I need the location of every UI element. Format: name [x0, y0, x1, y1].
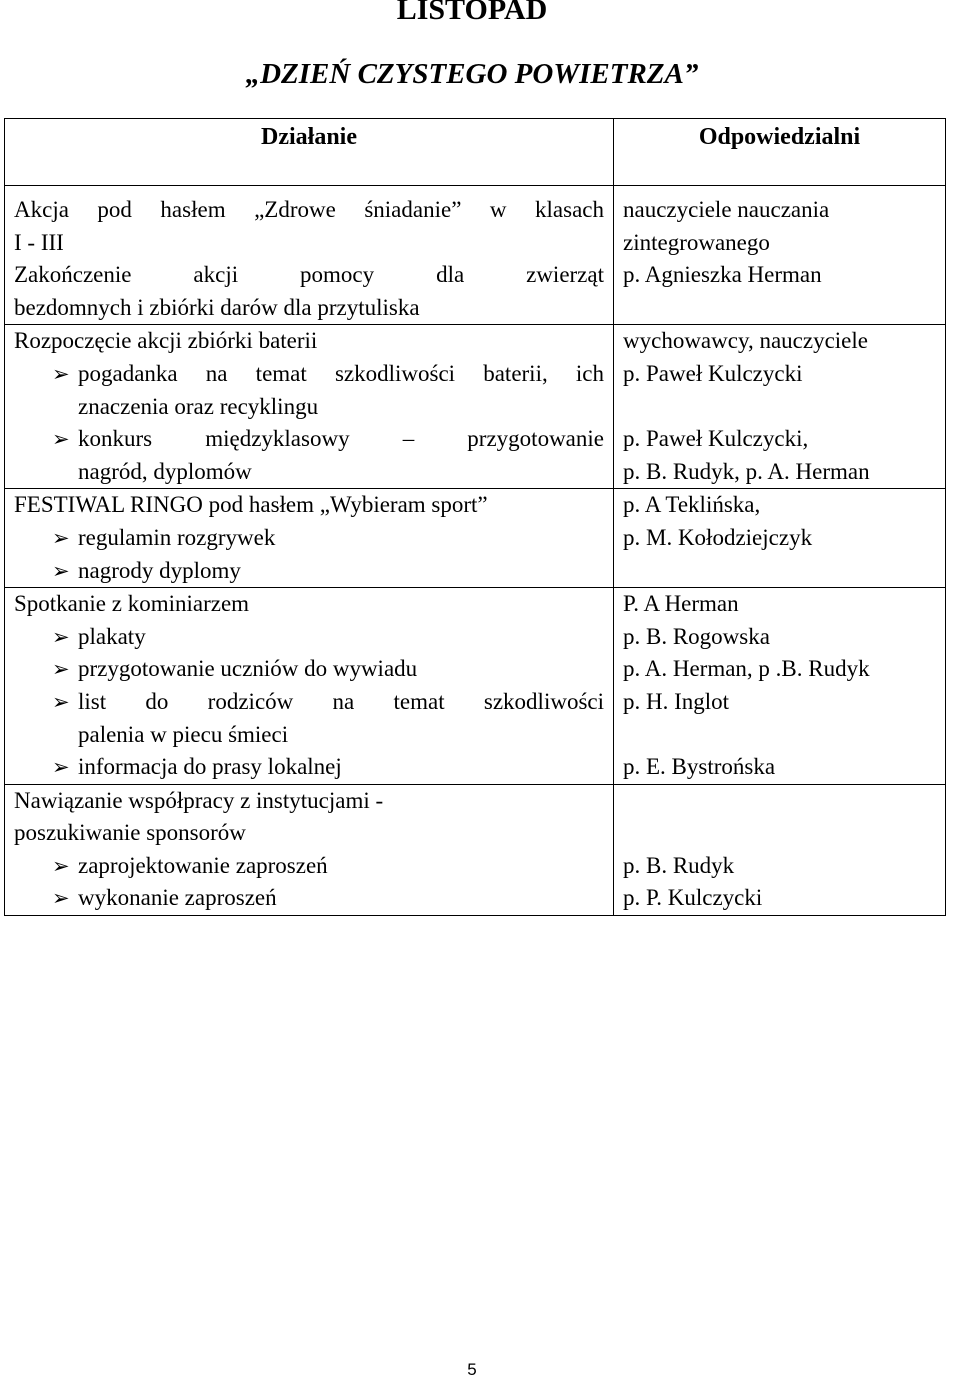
- responsible-line: p. A. Herman, p .B. Rudyk: [623, 656, 870, 682]
- responsible-line: wychowawcy, nauczyciele: [623, 328, 868, 354]
- action-title: FESTIWAL RINGO pod hasłem „Wybieram sport”: [14, 492, 488, 518]
- bullet-item: ➢ nagrody dyplomy: [14, 555, 604, 588]
- bullet-item-continuation: nagród, dyplomów: [78, 458, 252, 484]
- bullet-item: ➢ regulamin rozgrywek: [14, 522, 604, 555]
- action-title: Spotkanie z kominiarzem: [14, 591, 250, 617]
- responsible-line: p. H. Inglot: [623, 688, 730, 714]
- bullet-item-continuation: palenia w piecu śmieci: [78, 721, 289, 747]
- bullet-item: ➢ list do rodziców na temat szkodliwości: [14, 686, 604, 719]
- responsible-line: nauczyciele nauczania: [623, 197, 830, 222]
- responsible-line: p. B. Rogowska: [623, 623, 770, 649]
- responsible-cell: [614, 489, 946, 588]
- responsible-line: p. A Teklińska,: [623, 492, 761, 518]
- action-cell: [5, 325, 614, 489]
- action-cell: [5, 784, 614, 915]
- table-row: [5, 784, 946, 915]
- page-number: 5: [467, 1360, 477, 1379]
- action-title: Rozpoczęcie akcji zbiórki baterii: [14, 328, 318, 354]
- responsible-cell: [614, 325, 946, 489]
- responsible-line: zintegrowanego: [623, 229, 770, 255]
- action-line: Zakończenie akcji pomocy dla zwierząt: [14, 262, 604, 288]
- action-cell: [5, 489, 614, 588]
- action-line: I - III: [14, 229, 64, 255]
- responsible-line: p. Paweł Kulczycki,: [623, 426, 809, 452]
- arrowhead-bullet-icon: ➢: [52, 361, 70, 386]
- action-cell: [5, 259, 614, 325]
- bullet-item: ➢ informacja do prasy lokalnej: [14, 751, 604, 784]
- arrowhead-bullet-icon: ➢: [52, 755, 70, 780]
- responsible-line: p. B. Rudyk: [623, 852, 735, 878]
- bullet-item: ➢ konkurs międzyklasowy – przygotowanie: [14, 423, 604, 456]
- table-row: [5, 325, 946, 489]
- header-action: Działanie: [5, 119, 614, 186]
- bullet-item: ➢ zaprojektowanie zaproszeń: [14, 850, 604, 883]
- responsible-line: p. E. Bystrońska: [623, 754, 776, 780]
- action-line: bezdomnych i zbiórki darów dla przytuliska: [14, 294, 420, 320]
- action-cell: [5, 588, 614, 785]
- action-title: poszukiwanie sponsorów: [14, 820, 246, 846]
- table-header-row: [5, 119, 946, 186]
- bullet-item: ➢ plakaty: [14, 621, 604, 654]
- arrowhead-bullet-icon: ➢: [52, 886, 70, 911]
- page-title: LISTOPAD: [396, 0, 548, 26]
- responsible-line: p. Agnieszka Herman: [623, 262, 822, 288]
- table-row: [5, 588, 946, 785]
- responsible-cell: [614, 784, 946, 915]
- arrowhead-bullet-icon: ➢: [52, 853, 70, 878]
- activities-table: [4, 118, 946, 916]
- header-responsible: Odpowiedzialni: [614, 119, 946, 186]
- responsible-cell: [614, 588, 946, 785]
- action-title: Nawiązanie współpracy z instytucjami -: [14, 787, 384, 813]
- bullet-item: ➢ pogadanka na temat szkodliwości baterii, ich: [14, 358, 604, 391]
- action-cell: [5, 186, 614, 260]
- table-row: [5, 259, 946, 325]
- responsible-line: p. P. Kulczycki: [623, 885, 763, 911]
- arrowhead-bullet-icon: ➢: [52, 427, 70, 452]
- page-subtitle: „DZIEŃ CZYSTEGO POWIETRZA”: [245, 58, 699, 90]
- arrowhead-bullet-icon: ➢: [52, 657, 70, 682]
- responsible-cell: [614, 186, 946, 260]
- table-row: [5, 186, 946, 260]
- action-line: Akcja pod hasłem „Zdrowe śniadanie” w klasach: [14, 197, 604, 222]
- responsible-line: p. Paweł Kulczycki: [623, 360, 803, 386]
- arrowhead-bullet-icon: ➢: [52, 525, 70, 550]
- bullet-item: ➢ przygotowanie uczniów do wywiadu: [14, 653, 604, 686]
- responsible-line: P. A Herman: [623, 591, 739, 617]
- arrowhead-bullet-icon: ➢: [52, 689, 70, 714]
- table-row: [5, 489, 946, 588]
- responsible-line: p. M. Kołodziejczyk: [623, 524, 813, 550]
- arrowhead-bullet-icon: ➢: [52, 624, 70, 649]
- arrowhead-bullet-icon: ➢: [52, 558, 70, 583]
- bullet-item: ➢ wykonanie zaproszeń: [14, 882, 604, 915]
- bullet-item-continuation: znaczenia oraz recyklingu: [78, 393, 319, 419]
- responsible-line: p. B. Rudyk, p. A. Herman: [623, 458, 870, 484]
- responsible-cell: [614, 259, 946, 325]
